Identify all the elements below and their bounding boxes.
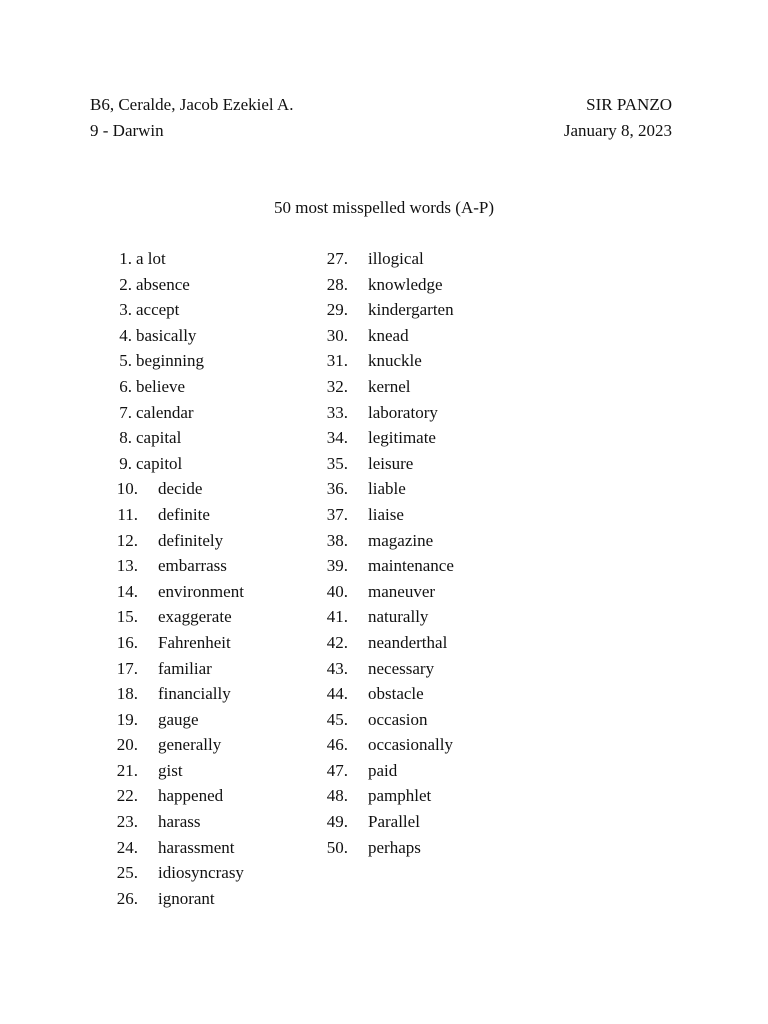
item-number: 31. [326, 351, 348, 371]
word-list-item [318, 502, 518, 528]
word-list-item [108, 809, 308, 835]
item-number: 46. [326, 735, 348, 755]
item-word: exaggerate [158, 607, 232, 627]
item-word: environment [158, 581, 244, 601]
item-number: 34. [326, 428, 348, 448]
word-list-item [318, 835, 518, 861]
word-list-item [318, 681, 518, 707]
word-list-item [318, 348, 518, 374]
word-list-item [108, 528, 308, 554]
item-word: Fahrenheit [158, 632, 231, 652]
item-word: Parallel [368, 812, 420, 832]
item-number: 18. [116, 684, 138, 704]
item-number: 38. [326, 530, 348, 550]
item-number: 17. [116, 658, 138, 678]
item-word: neanderthal [368, 632, 448, 652]
item-number: 5. [119, 351, 132, 371]
word-list-item [318, 553, 518, 579]
item-number: 50. [326, 837, 348, 857]
item-number: 4. [119, 325, 132, 345]
word-list-item [318, 707, 518, 733]
word-list-item [318, 451, 518, 477]
item-word: kindergarten [368, 300, 454, 320]
teacher-name: SIR PANZO [586, 95, 672, 114]
item-number: 43. [326, 658, 348, 678]
item-number: 20. [116, 735, 138, 755]
item-word: illogical [368, 249, 424, 268]
word-list-item [318, 400, 518, 426]
word-list-item [318, 758, 518, 784]
item-number: 2. [119, 274, 132, 294]
item-word: absence [136, 274, 190, 294]
item-word: a lot [136, 249, 166, 268]
item-word: capital [136, 428, 182, 448]
item-number: 40. [326, 581, 348, 601]
item-number: 35. [326, 453, 348, 473]
word-list-item [318, 579, 518, 605]
item-word: magazine [368, 530, 434, 550]
word-list-item [108, 400, 308, 426]
item-number: 32. [326, 376, 348, 396]
word-list-item [318, 630, 518, 656]
word-list-item [108, 425, 308, 451]
item-word: occasion [368, 709, 428, 729]
word-list-item [318, 732, 518, 758]
word-list-item [108, 553, 308, 579]
item-word: decide [158, 479, 203, 499]
word-list-item [108, 732, 308, 758]
item-number: 19. [116, 709, 138, 729]
word-list-item [318, 374, 518, 400]
item-word: harass [158, 812, 201, 832]
item-word: accept [136, 300, 180, 320]
item-number: 47. [326, 760, 348, 780]
word-list-item [108, 860, 308, 886]
item-word: laboratory [368, 402, 438, 422]
word-list-item [318, 476, 518, 502]
item-number: 6. [119, 376, 132, 396]
item-number: 45. [326, 709, 348, 729]
item-number: 27. [326, 249, 348, 268]
word-list-item [108, 323, 308, 349]
item-word: calendar [136, 402, 194, 422]
word-list-item [108, 502, 308, 528]
item-word: financially [158, 684, 231, 704]
word-list-item [108, 886, 308, 912]
item-word: gauge [158, 709, 199, 729]
item-number: 33. [326, 402, 348, 422]
item-number: 41. [326, 607, 348, 627]
word-list-item [318, 246, 518, 272]
word-list-item [108, 783, 308, 809]
item-number: 49. [326, 812, 348, 832]
item-word: familiar [158, 658, 212, 678]
teacher-info [564, 92, 672, 144]
item-word: legitimate [368, 428, 436, 448]
item-word: maintenance [368, 556, 454, 576]
item-number: 30. [326, 325, 348, 345]
word-list-item [318, 809, 518, 835]
item-number: 13. [116, 556, 138, 576]
item-word: paid [368, 760, 398, 780]
item-number: 21. [116, 760, 138, 780]
item-number: 11. [117, 504, 138, 524]
item-number: 16. [116, 632, 138, 652]
word-list-item [108, 579, 308, 605]
page-title: 50 most misspelled words (A-P) [273, 198, 495, 217]
word-list-item [108, 272, 308, 298]
item-word: occasionally [368, 735, 453, 755]
item-word: ignorant [158, 888, 215, 908]
item-word: gist [158, 760, 183, 780]
word-list-item [108, 476, 308, 502]
item-word: liable [368, 479, 406, 499]
item-number: 9. [119, 453, 132, 473]
item-number: 23. [116, 812, 138, 832]
item-word: leisure [368, 453, 414, 473]
item-number: 29. [326, 300, 348, 320]
item-word: basically [136, 325, 197, 345]
word-list-item [108, 630, 308, 656]
item-number: 12. [116, 530, 138, 550]
item-number: 24. [116, 837, 138, 857]
item-number: 25. [116, 863, 138, 883]
item-word: perhaps [368, 837, 421, 857]
item-word: kernel [368, 376, 411, 396]
item-word: pamphlet [368, 786, 432, 806]
item-word: knuckle [368, 351, 422, 371]
item-number: 28. [326, 274, 348, 294]
word-list-item [108, 758, 308, 784]
item-number: 26. [116, 888, 138, 908]
word-list-item [108, 246, 308, 272]
word-list-item [108, 604, 308, 630]
item-word: liaise [368, 504, 404, 524]
item-number: 22. [116, 786, 138, 806]
item-number: 1. [119, 249, 132, 268]
document-date: January 8, 2023 [563, 121, 672, 140]
item-number: 44. [326, 684, 348, 704]
item-number: 48. [326, 786, 348, 806]
word-list-item [108, 656, 308, 682]
word-list-item [318, 297, 518, 323]
word-list-item [318, 323, 518, 349]
item-word: beginning [136, 351, 204, 371]
item-number: 36. [326, 479, 348, 499]
item-word: happened [158, 786, 224, 806]
word-list-item [318, 604, 518, 630]
item-number: 14. [116, 581, 138, 601]
item-number: 3. [119, 300, 132, 320]
word-list-item [318, 783, 518, 809]
word-list-item [108, 374, 308, 400]
item-number: 42. [326, 632, 348, 652]
student-info [90, 92, 293, 144]
item-number: 8. [119, 428, 132, 448]
student-name-line: B6, Ceralde, Jacob Ezekiel A. [90, 95, 294, 114]
word-list-item [108, 297, 308, 323]
item-word: capitol [136, 453, 183, 473]
item-word: believe [136, 376, 186, 396]
item-number: 37. [326, 504, 348, 524]
word-list-right-column [318, 246, 518, 860]
section-line: 9 - Darwin [90, 121, 164, 140]
word-list-item [318, 656, 518, 682]
item-number: 7. [119, 402, 132, 422]
item-word: idiosyncrasy [158, 863, 244, 883]
item-word: generally [158, 735, 222, 755]
item-word: knead [368, 325, 409, 345]
word-list-item [108, 451, 308, 477]
item-word: embarrass [158, 556, 227, 576]
item-number: 15. [116, 607, 138, 627]
item-number: 39. [326, 556, 348, 576]
item-word: maneuver [368, 581, 436, 601]
item-word: obstacle [368, 684, 424, 704]
item-word: definitely [158, 530, 224, 550]
word-list-item [318, 528, 518, 554]
item-word: definite [158, 504, 210, 524]
word-list-item [108, 707, 308, 733]
item-number: 10. [116, 479, 138, 499]
word-list-item [108, 348, 308, 374]
item-word: harassment [158, 837, 235, 857]
item-word: necessary [368, 658, 435, 678]
word-list-left-column [108, 246, 308, 911]
word-list-item [318, 425, 518, 451]
word-list-item [108, 835, 308, 861]
item-word: knowledge [368, 274, 443, 294]
word-list-item [108, 681, 308, 707]
item-word: naturally [368, 607, 429, 627]
word-list-item [318, 272, 518, 298]
